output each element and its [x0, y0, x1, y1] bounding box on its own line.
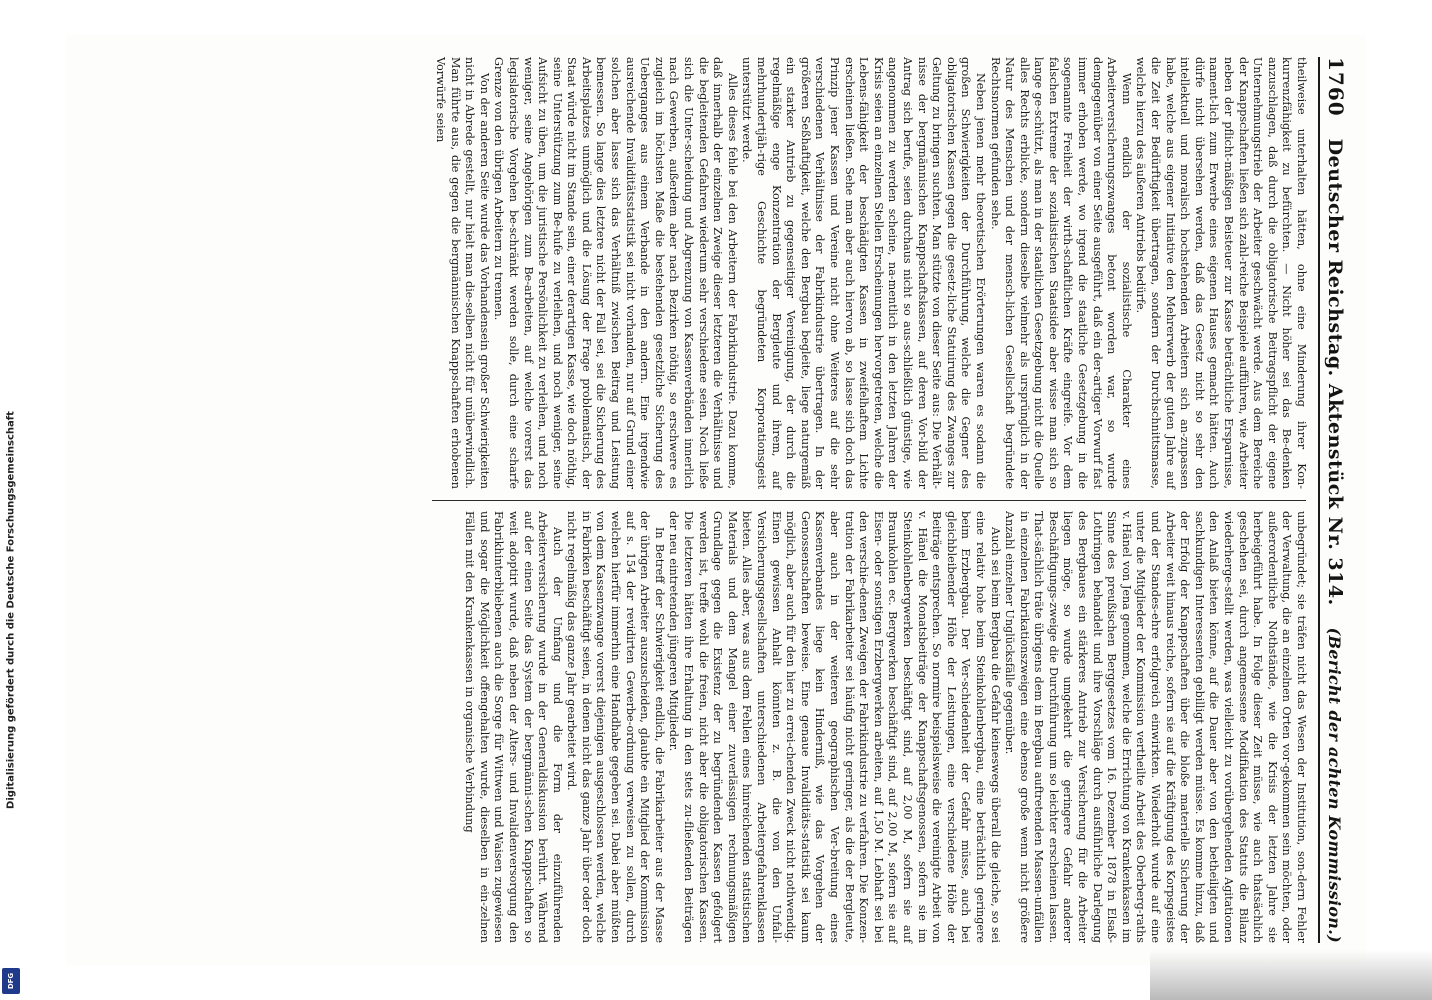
funding-note-text: Digitalisierung gefördert durch die Deutsche Forschungsgemeinschaft — [5, 411, 17, 809]
paragraph: In Betreff der Schwierigkeit endlich, die Fabrikarbeiter aus der Masse der übrigen Arbeiter auszuscheiden, glaubte ein Mitglied der Kommission auf s. 154 der revidirten Gewerbe-ordnung verweisen zu sollen, durch welchen hierfür immerhin eine Handhabe gegeben sei. Dabei aber müßten von dem Kassenzwange vorerst diejenigen ausgeschlossen werden, welche in Fabriken beschäftigt seien, in denen nicht das ganze Jahr über oder doch nicht regelmäßig das ganze Jahr gearbeitet wird. — [565, 511, 666, 943]
paragraph: Alles dieses fehle bei den Arbeitern der Fabrikindustrie. Dazu komme, daß innerhalb der einzelnen Zweige dieser letzteren die Verhältnisse und die begleitenden Gefahren wiederum sehr verschiedene seien. Noch ließe sich die Unter-scheidung und Abgrenzung von Kassenverbänden innerlich nach Gewerben, außerdem aber nach Bezirken nöthig, so erschwere es zugleich im höchsten Maße die bestehenden gesetzliche Sicherung des Ueberganges aus einem Verbande in den andern. Eine irgendwie ausreichende Invaliditätsstatistik sei nicht vorhanden, nur auf Grund einer solchen aber lasse sich das Verhältniß zwischen Beitrag und Leistung bemessen. So lange dies letztere nicht der Fall sei, sei die Sicherung des Arbeitsplatzes unmöglich und die Lösung der Frage problematisch, der Staat würde nicht im Stande sein, einer derartigen Kasse, wie doch nöthig, seine Unterstützung zum Be-hufe zu verleihen, und noch weniger, seine Aufsicht zu üben, um die juristische Persönlichkeit zu verleihen, und noch weniger, seine Angehörigen zum Be-arbeiten, auf welche vorerst das legislatorische Vorgehen be-schränkt werden solle, durch eine scharfe Grenze von den übrigen Arbeitern zu trennen. — [492, 57, 739, 489]
dfg-logo-icon — [2, 968, 20, 994]
text-column-right — [432, 511, 1308, 943]
paragraph: unbegründet; sie träfen nicht das Wesen der Institution, son-dern Fehler der Verwaltung, die an einzelnen Orten vor-gekommen sein möchten, oder außerordentliche Nothstände, wie die Krisis der letzten Jahre sie herbeigeführt habe. In Folge dieser Zeit müsse, wie auch thatsächlich geschehen sei, durch angemessene Modifikation des Statuts die Bilanz wiederherge-stellt werden, was vielleicht zu vorübergehenden Agitationen den Anlaß bieten könne, auf die Dauer aber von den betheiligten und sachkundigen Interessenten gebilligt werden müsse. Es komme hinzu, daß der Erfolg der Knappschaften über die bloße materielle Sicherung der Arbeiter weit hinaus reiche, sofern sie auf die Kräftigung des Korpsgeistes und der Standes-ehre erfolgreich einwirkten. Wiederholt wurde auf eine unter die Mitglieder der Kommission vertheilte Arbeit des Oberberg-raths v. Hänel von Jena genommen, welche die Errichtung von Krankenkassen im Sinne des preußischen Berggesetzes vom 16. Dezember 1878 in Elsaß-Lothringen behandelt und ihre Vorschläge durch ausführliche Darlegung des Bergbaues ein stärkeres Antrieb zur Versicherung für die Arbeiter liegen möge, so wurde umgekehrt die geringere Gefahr anderer Beschäftigungs-zweige die Durchführung um so leichter erscheinen lassen. That-sächlich träte übrigens dem in Bergbau auftretenden Massen-unfällen in einzelnen Fabrikationszweigen eine ebenso große wenn nicht größere Anzahl einzelner Unglücksfälle gegenüber. — [1003, 511, 1308, 943]
paragraph: Wenn endlich der sozialistische Charakter eines Arbeiterversicherungszwanges betont worden war, so wurde demgegenüber von einer Seite ausgeführt, daß ein der-artiger Vorwurf fast immer erhoben werde, wo irgend die staatliche Gesetzgebung in die sogenannte Freiheit der wirth-schaftlichen Kräfte eingreife. Vor dem falschen Extreme der sozialistischen Staatsidee aber wisse man sich so lange ge-schützt, als man in der staatlichen Gesetzgebung nicht die Quelle alles Rechts erblicke, sondern dieselbe vielmehr als ursprünglich in der Natur des Menschen und der mensch-lichen Gesellschaft begründete Rechtsnormen gefunden sehe. — [988, 57, 1133, 489]
paragraph: Von der anderen Seite wurde das Vorhandensein großer Schwierigkeiten nicht in Abrede gestellt, nur hielt man die-selben nicht für unüberwindlich. Man führte aus, die gegen die bergmännischen Knappschaften erhobenen Vorwürfe seien — [433, 57, 491, 489]
page-number: 1760 — [1324, 57, 1348, 117]
column-divider — [432, 500, 1306, 501]
text-columns — [432, 57, 1308, 943]
scan-edge-shadow — [1150, 950, 1432, 1000]
scanned-page — [66, 35, 1366, 965]
page-subtitle: (Bericht der achten Kommission.) — [1325, 627, 1344, 943]
page-title: Deutscher Reichstag. Aktenstück Nr. 314. — [1324, 138, 1346, 606]
paragraph: theilweise unterhalten hätten, ohne eine Minderung ihrer Kon-kurrenzfähigkeit zu befürchten. — Nicht höher sei das Be-denken anzuschlagen, daß durch die obligatorische Beitragspflicht der eigene Unternehmungstrieb der Arbeiter geschwächt werde. Aus dem Bereiche der Knappschaften ließen sich zahl-reiche Beispiele aufführen, wie Arbeiter neben der pflicht-mäßigen Beisteuer zur Kasse beträchtliche Ersparnisse, nament-lich zum Erwerbe eines eigenen Hauses gemacht hätten. Auch dürfe nicht übersehen werden, daß das Gesetz nicht so sehr den intellektuell und moralisch hochstehenden Arbeitern sich an-zupassen habe, welche aus eigener Initiative den Mehrerwerb der guten Jahre auf die Zeit der Bedürftigkeit übertragen, sondern der Durchschnittsmasse, welche hierzu des äußeren Antriebs bedürfe. — [1134, 57, 1308, 489]
funding-note — [0, 0, 22, 1000]
dfg-logo-text: DFG — [7, 972, 15, 990]
text-column-left — [432, 57, 1308, 489]
page-header — [1318, 57, 1348, 943]
paragraph: Auch der Umfang und die Form der einzuführenden Arbeiterversicherung wurde in der Generaldiskussion berührt. Während auf der einen Seite das System der bergmänni-schen Knappschaften so weit adoptirt wurde, daß neben der Alters- und Invalidenversorgung den Fabrikhinterbliebenen auch die Sorge für Wittwen und Waisen zugewiesen und sogar die Möglichkeit offengehalten wurde, dieselben in ein-zelnen Fällen mit den Krankenkassen in organische Verbindung — [463, 511, 564, 943]
paragraph: Neben jenen mehr theoretischen Erörterungen waren es sodann die großen Schwierigkeiten der Durchführung, welche die Gegner des obligatorischen Kassen gegen die gesetz-liche Statuirung des Zwanges zur Geltung zu bringen suchten. Man stützte von dieser Seite aus: Die Verhält-nisse der bergmännischen Knappschaftskassen, auf deren Vor-bild der Antrag sich berufe, seien durchaus nicht so aus-schließlich günstige, wie angenommen zu werden scheine, na-mentlich in den letzten Jahren der Krisis seien an einzelnen Stellen Erscheinungen hervorgetreten, welche die Lebens-fähigkeit der beschädigten Kassen in zweifelhaftem Lichte erscheinen ließen. Sehe man aber auch hiervon ab, so lasse sich doch das Prinzip jener Kassen und Vereine nicht ohne Weiteres auf die sehr verschiedenen Verhältnisse der Fabrikindustrie übertragen. In der größeren Seßhaftigkeit, welche den Bergbau begleite, liege naturgemäß ein starker Antrieb zu gegenseitiger Vereinigung, der durch die regelmäßige enge Konzentration der Bergleute und ihrem, auf mehrhundertjäh-rige Geschichte begründeten Korporationsgeist unterstützt werde. — [740, 57, 987, 489]
paragraph: Auch sei beim Bergbau die Gefahr keineswegs überall die gleiche, so sei eine relativ hohe beim Steinkohlenbergbau, eine beträchtlich geringere beim Erzbergbau. Der Ver-schiedenheit der Gefahr müsse, auch bei gleichbleibender Höhe der Leistungen, eine verschiedene Höhe der Beiträge entsprechen. So normire beispielsweise die vereinigte Arbeit von v. Hänel die Monatsbeiträge der Knappschaftsgenossen, sofern sie im Steinkohlenbergwerken beschäftigt sind, auf 2,00 M, sofern sie auf Braunkohlen ec. Bergwerken beschäftigt sind, auf 2,00 M, sofern sie auf Eisen- oder sonstigen Erzbergwerken arbeiten, auf 1,50 M. Lebhaft sei bei den verschie-denen Zweigen der Fabrikindustrie zu verfahren. Die Konzen-tration der Fabrikarbeiter sei häufig nicht geringer, als die der Bergleute, aber auch in der weiteren geographischen Ver-breitung eines Kassenverbandes liege kein Hinderniß, wie das Vorgehen der Genossenschaften beweise. Eine genaue Invaliditäts-statistik sei kaum möglich, aber auch für den hier zu errei-chenden Zweck nicht nothwendig. Einen gewissen Anhalt könnten z. B. die von den Unfall-Versicherungsgesellschaften unterschiedenen Arbeitergefahrenklassen bieten. Alles aber, was aus dem Fehlen eines hinreichenden statistischen Materials und dem Mangel einer zuverlässigen rechnungsmäßigen Grundlage gegen die Existenz der zu begründenden Kassen gefolgert werden ist, treffe wohl die freien, nicht aber die obligatorischen Kassen. Die letzteren hätten ihre Erhaltung in den stets zu-fließenden Beiträgen der neu eintretenden jüngeren Mitglieder. — [667, 511, 1002, 943]
